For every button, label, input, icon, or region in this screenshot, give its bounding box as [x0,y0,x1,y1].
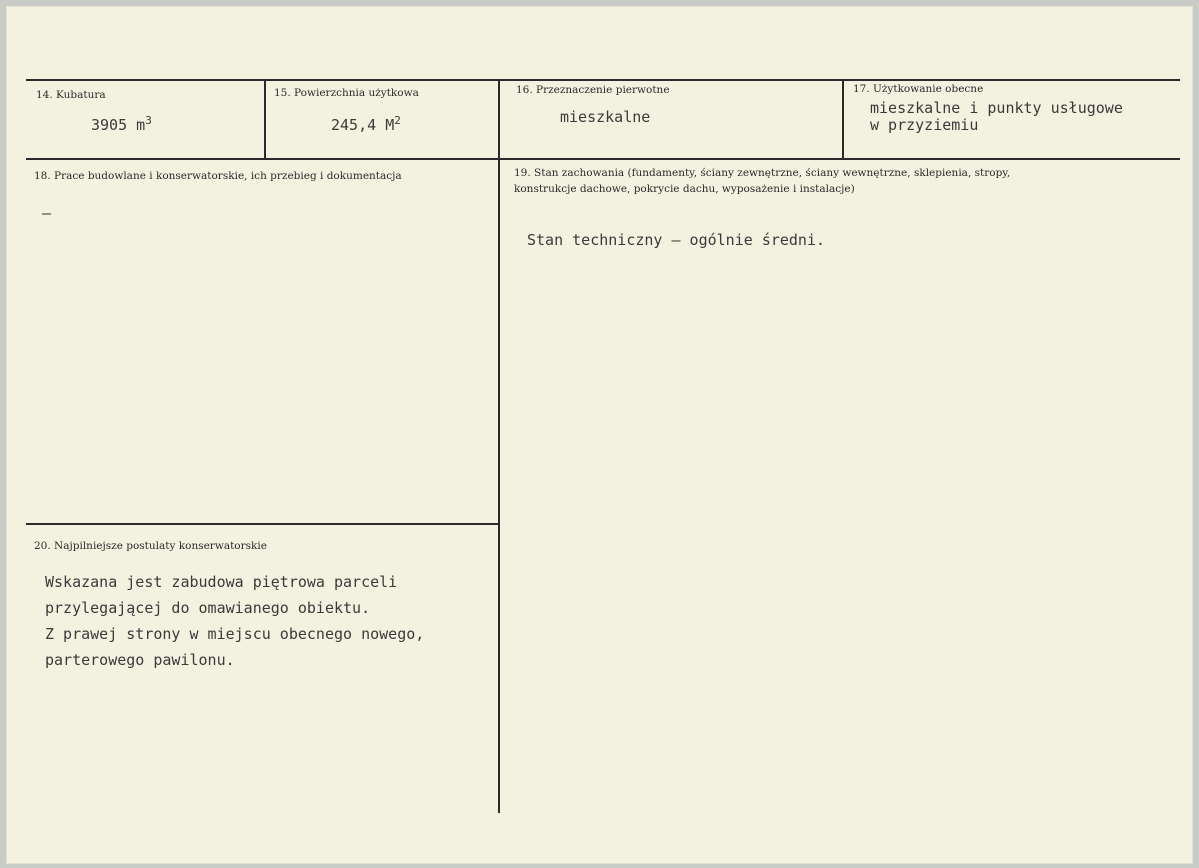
field-20-line: Z prawej strony w miejscu obecnego nowego, [45,625,425,643]
field-17-line: w przyziemiu [870,116,979,134]
field-14-value [91,114,152,134]
field-16-label: 16. Przeznaczenie pierwotne [516,84,670,96]
field-20-line: przylegającej do omawianego obiektu. [45,599,371,617]
area-unit-exponent: 2 [394,114,401,127]
field-18-value: – [42,204,52,222]
field-19-label [514,165,1010,197]
col-divider-a [264,80,266,159]
field-17-label: 17. Użytkowanie obecne [853,83,984,95]
field-19-value: Stan techniczny – ogólnie średni. [527,231,826,249]
field-19-label-line: 19. Stan zachowania (fundamenty, ściany zewnętrzne, ściany wewnętrzne, sklepienia, stropy, [514,167,1011,179]
field-17-line: mieszkalne i punkty usługowe [870,99,1123,117]
area-unit: M [385,116,395,134]
field-18-label: 18. Prace budowlane i konserwatorskie, ich przebieg i dokumentacja [34,170,402,182]
col-divider-c [842,80,844,159]
volume-unit: m [136,116,146,134]
field-20-label: 20. Najpilniejsze postulaty konserwatorskie [34,540,267,552]
top-rule [26,79,1180,81]
col-divider-b [498,80,500,813]
field-20-value [45,569,424,673]
area-number: 245,4 [331,116,377,134]
row-divider-2 [26,523,498,525]
field-17-value [870,100,1123,134]
field-20-line: parterowego pawilonu. [45,651,235,669]
field-14-label: 14. Kubatura [36,89,106,101]
volume-unit-exponent: 3 [145,114,152,127]
field-20-line: Wskazana jest zabudowa piętrowa parceli [45,573,398,591]
row-divider-1 [26,158,1180,160]
field-15-value [331,114,401,134]
field-15-label: 15. Powierzchnia użytkowa [274,87,419,99]
field-19-label-line: konstrukcje dachowe, pokrycie dachu, wyposażenie i instalacje) [514,183,855,195]
volume-number: 3905 [91,116,128,134]
record-card [6,6,1193,864]
field-16-value: mieszkalne [560,108,651,126]
